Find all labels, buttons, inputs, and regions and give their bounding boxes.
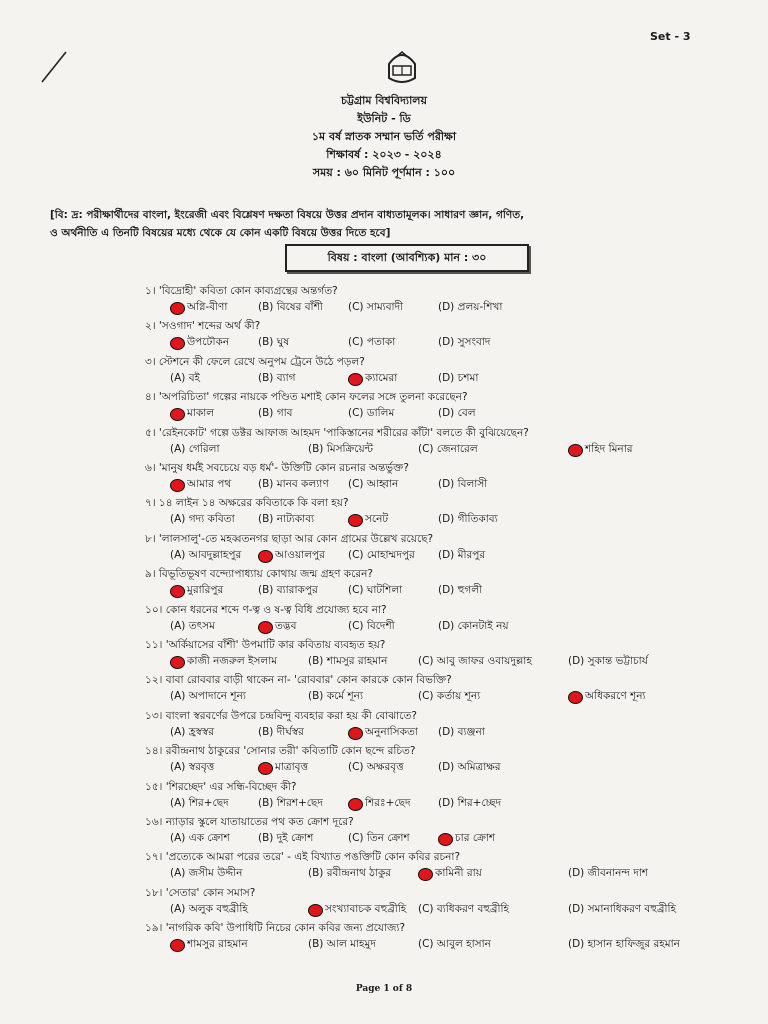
answer-option[interactable] xyxy=(438,831,495,848)
answer-option[interactable] xyxy=(438,477,487,494)
answer-option[interactable] xyxy=(308,866,391,883)
option-label: (D) অমিত্রাক্ষর xyxy=(438,761,501,774)
question-text: ১৯। 'নাগরিক কবি' উপাধিটি নিচের কোন কবির জন্য প্রযোজ্য? xyxy=(145,922,406,935)
answer-option[interactable] xyxy=(348,725,418,742)
answer-option[interactable] xyxy=(568,937,680,954)
option-label: (D) চশমা xyxy=(438,371,479,384)
option-label: (B) মিসক্রিয়েন্ট xyxy=(308,442,373,455)
option-row xyxy=(170,548,710,566)
option-label: (B) শিরশ+ছেদ xyxy=(258,796,323,809)
answer-option[interactable] xyxy=(170,760,214,777)
answer-option[interactable] xyxy=(258,335,289,352)
answer-option[interactable] xyxy=(258,831,313,848)
answer-option[interactable] xyxy=(418,902,509,919)
option-label: মুরারিপুর xyxy=(187,584,224,597)
answer-option[interactable] xyxy=(308,654,387,671)
page-number: Page 1 of 8 xyxy=(355,984,413,994)
answer-option[interactable] xyxy=(568,866,648,883)
option-label: (D) সুসংবাদ xyxy=(438,336,491,349)
answer-option[interactable] xyxy=(308,442,373,459)
option-label: (A) হ্রস্বস্বর xyxy=(170,725,215,738)
filled-bubble-icon xyxy=(348,373,363,386)
answer-option[interactable] xyxy=(308,689,363,706)
answer-option[interactable] xyxy=(438,796,501,813)
answer-option[interactable] xyxy=(418,442,478,459)
option-label: (D) বেল xyxy=(438,407,476,420)
option-label: আওয়ালপুর xyxy=(275,548,325,561)
question-text: ১৮। 'সেতার' কোন সমাস? xyxy=(145,886,256,899)
filled-bubble-icon xyxy=(258,762,273,775)
instruction-line-2: ও অর্থনীতি এ তিনটি বিষয়ের মধ্যে থেকে যে কোন একটি বিষয়ে উত্তর দিতে হবে] xyxy=(50,227,391,239)
option-label: (C) জেনারেল xyxy=(418,442,478,455)
option-label: (B) ব্যাগ xyxy=(258,371,296,384)
option-label: (D) সমানাধিকরণ বহুব্রীহি xyxy=(568,902,676,915)
option-row xyxy=(170,866,710,884)
answer-option[interactable] xyxy=(170,725,214,742)
question-text: ৯। বিভূতিভূষণ বন্দ্যোপাধ্যায় কোথায় জন্ম গ্রহণ করেন? xyxy=(145,568,373,581)
answer-option[interactable] xyxy=(348,831,410,848)
filled-bubble-icon xyxy=(438,833,453,846)
answer-option[interactable] xyxy=(170,406,214,423)
answer-option[interactable] xyxy=(170,902,248,919)
option-label: (C) ঘাটশিলা xyxy=(348,584,403,597)
question-text: ৫। 'রেইনকোট' গল্পে ডক্টর আফাজ আহমদ 'পাকিস্তানের শরীরের কাঁটা' বলতে কী বুঝিয়েছেন? xyxy=(145,426,529,439)
option-row xyxy=(170,442,710,460)
question-text: ১। 'বিদ্রোহী' কবিতা কোন কাব্যগ্রন্থের অন্তর্গত? xyxy=(145,285,338,297)
question-text: ১৩। বাংলা স্বরবর্ণের উপরে চন্দ্রবিন্দু ব্যবহার করা হয় কী বোঝাতে? xyxy=(145,709,417,722)
option-label: (B) বিষের বাঁশী xyxy=(258,301,323,313)
answer-option[interactable] xyxy=(258,548,325,565)
option-label: (C) কর্তায় শূন্য xyxy=(418,690,481,703)
option-label: (A) অপাদানে শূন্য xyxy=(170,690,246,703)
set-label: Set - 3 xyxy=(650,30,691,43)
pen-stroke-mark xyxy=(40,50,68,84)
option-label: (D) মীরপুর xyxy=(438,548,486,561)
option-row xyxy=(170,512,710,530)
exam-title: ১ম বর্ষ স্নাতক সম্মান ভর্তি পরীক্ষা xyxy=(311,130,457,143)
option-label: (B) মানব কল্যাণ xyxy=(258,478,329,490)
option-label: (D) হুগলী xyxy=(438,584,483,597)
answer-option[interactable] xyxy=(348,335,395,352)
question-text: ১২। বাবা রোববার বাড়ী থাকেন না- 'রোববার' কোন কারকে কোন বিভক্তি? xyxy=(145,674,452,687)
option-label: (B) গাব xyxy=(258,407,293,420)
answer-option[interactable] xyxy=(438,371,478,388)
option-label: ক্যামেরা xyxy=(365,371,398,384)
option-label: (A) তৎসম xyxy=(170,619,215,632)
option-label: (D) গীতিকাব্য xyxy=(438,513,498,526)
option-label: অগ্নি-বীণা xyxy=(187,301,228,313)
filled-bubble-icon xyxy=(568,691,583,704)
option-row xyxy=(170,371,710,389)
option-label: সনেট xyxy=(365,513,389,526)
option-label: (A) এক ক্রোশ xyxy=(170,832,230,844)
option-row xyxy=(170,902,710,920)
option-label: (B) শামসুর রাহমান xyxy=(308,655,388,667)
option-label: (C) পতাকা xyxy=(348,336,396,349)
filled-bubble-icon xyxy=(308,904,323,917)
answer-option[interactable] xyxy=(170,619,215,636)
option-label: মাকাল xyxy=(187,407,215,420)
filled-bubble-icon xyxy=(170,302,185,315)
session-label: শিক্ষাবর্ষ : ২০২৩ - ২০২৪ xyxy=(326,148,442,161)
filled-bubble-icon xyxy=(348,727,363,740)
question-text: ১১। 'অর্কিয়াসের বাঁশী' উপমাটি কার কবিতায় ব্যবহৃত হয়? xyxy=(145,639,386,651)
question-text: ১৬। ন্যাড়ার স্কুলে যাতায়াতের পথ কত ক্রোশ দূরে? xyxy=(145,816,354,828)
option-label: (A) গেরিলা xyxy=(170,442,220,455)
answer-option[interactable] xyxy=(438,619,509,636)
answer-option[interactable] xyxy=(568,442,633,459)
option-label: কামিনী রায় xyxy=(435,867,482,880)
answer-option[interactable] xyxy=(568,654,648,671)
option-label: (C) আহ্বান xyxy=(348,478,399,490)
question-text: ৭। ১৪ লাইন ১৪ অক্ষরের কবিতাকে কি বলা হয়? xyxy=(145,497,349,510)
option-row xyxy=(170,725,710,743)
option-label: (B) দুই ক্রোশ xyxy=(258,832,314,844)
option-row xyxy=(170,796,710,814)
filled-bubble-icon xyxy=(170,585,185,598)
option-label: (C) অক্ষরবৃত্ত xyxy=(348,761,404,774)
option-label: (C) ব্যধিকরণ বহুব্রীহি xyxy=(418,902,509,915)
answer-option[interactable] xyxy=(308,902,406,919)
option-label: (B) আল মাহমুদ xyxy=(308,938,376,951)
answer-option[interactable] xyxy=(258,371,296,388)
option-label: (D) জীবনানন্দ দাশ xyxy=(568,867,648,880)
answer-option[interactable] xyxy=(348,477,398,494)
option-label: চার ক্রোশ xyxy=(455,832,496,844)
university-logo-icon xyxy=(385,48,419,86)
option-label: (A) স্বরবৃত্ত xyxy=(170,761,215,774)
option-label: কাজী নজরুল ইসলাম xyxy=(187,655,278,667)
question-text: ৮। 'লালসালু'-তে মহব্বতনগর ছাড়া আর কোন গ্রামের উল্লেখ রয়েছে? xyxy=(145,532,434,545)
option-label: (A) শির+ছেদ xyxy=(170,796,229,809)
option-label: (A) জসীম উদ্দীন xyxy=(170,867,243,880)
option-label: তদ্ভব xyxy=(275,619,297,632)
option-label: (D) হাসান হাফিজুর রহমান xyxy=(568,938,680,951)
option-label: মাত্রাবৃত্ত xyxy=(275,761,308,774)
answer-option[interactable] xyxy=(170,937,248,954)
option-label: (C) সাম্যবাদী xyxy=(348,301,404,313)
answer-option[interactable] xyxy=(418,937,491,954)
answer-option[interactable] xyxy=(438,406,476,423)
answer-option[interactable] xyxy=(170,689,246,706)
option-label: (A) অলুক বহুব্রীহি xyxy=(170,902,248,915)
answer-option[interactable] xyxy=(170,583,223,600)
filled-bubble-icon xyxy=(348,514,363,527)
question-text: ৬। 'মানুষ ধর্মই সবচেয়ে বড় ধর্ম'- উক্তিটি কোন রচনার অন্তর্ভুক্ত? xyxy=(145,462,409,474)
option-label: (C) ডালিম xyxy=(348,407,395,420)
answer-option[interactable] xyxy=(258,760,308,777)
option-row xyxy=(170,335,710,353)
question-text: ১৭। 'প্রত্যেকে আমরা পরের তরে' - এই বিখ্যাত পঙক্তিটি কোন কবির রচনা? xyxy=(145,851,461,864)
answer-option[interactable] xyxy=(568,902,676,919)
option-label: (B) ব্যারাকপুর xyxy=(258,584,318,597)
answer-option[interactable] xyxy=(438,548,485,565)
option-row xyxy=(170,760,710,778)
answer-option[interactable] xyxy=(258,796,323,813)
option-row xyxy=(170,406,710,424)
option-row xyxy=(170,937,710,955)
option-label: (A) গদ্য কবিতা xyxy=(170,513,235,526)
filled-bubble-icon xyxy=(170,939,185,952)
option-row xyxy=(170,619,710,637)
answer-option[interactable] xyxy=(348,583,402,600)
answer-option[interactable] xyxy=(418,866,482,883)
filled-bubble-icon xyxy=(418,868,433,881)
answer-option[interactable] xyxy=(438,300,502,317)
instruction-line-1: [বি: দ্র: পরীক্ষার্থীদের বাংলা, ইংরেজী এবং বিশ্লেষণ দক্ষতা বিষয়ে উত্তর প্রদান বাধ্যতামূলক। সাধারণ জ্ঞান, গণিত, xyxy=(50,209,525,221)
answer-option[interactable] xyxy=(170,300,227,317)
filled-bubble-icon xyxy=(568,444,583,457)
answer-option[interactable] xyxy=(348,760,404,777)
answer-option[interactable] xyxy=(258,725,304,742)
answer-option[interactable] xyxy=(170,654,277,671)
instruction-note xyxy=(50,206,690,242)
option-label: শামসুর রাহমান xyxy=(187,938,248,951)
answer-option[interactable] xyxy=(348,796,411,813)
answer-option[interactable] xyxy=(438,335,490,352)
option-label: (D) ব্যঞ্জনা xyxy=(438,725,485,738)
answer-option[interactable] xyxy=(348,406,394,423)
option-label: (D) প্রলয়-শিখা xyxy=(438,301,503,313)
answer-option[interactable] xyxy=(170,335,229,352)
question-text: ৩। স্টেশনে কী ফেলে রেখে অনুপম ট্রেনে উঠে পড়ল? xyxy=(145,355,365,368)
option-label: (B) দীর্ঘস্বর xyxy=(258,725,304,738)
option-row xyxy=(170,583,710,601)
option-row xyxy=(170,831,710,849)
answer-option[interactable] xyxy=(170,512,235,529)
option-row xyxy=(170,300,710,318)
option-row xyxy=(170,689,710,707)
option-label: (C) আবুল হাসান xyxy=(418,938,491,951)
time-marks-label: সময় : ৬০ মিনিট পূর্ণমান : ১০০ xyxy=(312,166,456,179)
option-label: অধিকরণে শূন্য xyxy=(585,690,646,703)
question-text: ১৪। রবীন্দ্রনাথ ঠাকুরের 'সোনার তরী' কবিতাটি কোন ছন্দে রচিত? xyxy=(145,745,416,758)
filled-bubble-icon xyxy=(170,337,185,350)
answer-option[interactable] xyxy=(348,548,415,565)
answer-option[interactable] xyxy=(170,796,229,813)
option-label: (C) আবু জাফর ওবায়দুল্লাহ xyxy=(418,655,532,667)
question-text: ১০। কোন ধরনের শব্দে ণ-ত্ব ও ষ-ত্ব বিধি প্রযোজ্য হবে না? xyxy=(145,603,387,616)
option-label: শহিদ মিনার xyxy=(585,442,633,455)
answer-option[interactable] xyxy=(170,371,200,388)
question-text: ২। 'সওগাদ' শব্দের অর্থ কী? xyxy=(145,320,261,333)
option-label: (B) রবীন্দ্রনাথ ঠাকুর xyxy=(308,867,392,880)
option-label: অনুনাসিকতা xyxy=(365,725,418,738)
option-label: আমার পথ xyxy=(187,478,232,490)
filled-bubble-icon xyxy=(258,550,273,563)
answer-option[interactable] xyxy=(170,866,242,883)
answer-option[interactable] xyxy=(170,548,241,565)
option-label: (D) সুকান্ত ভট্টাচার্য xyxy=(568,655,648,667)
filled-bubble-icon xyxy=(348,798,363,811)
answer-option[interactable] xyxy=(258,300,323,317)
answer-option[interactable] xyxy=(170,442,220,459)
question-text: ১৫। 'শিরচ্ছেদ' এর সন্ধি-বিচ্ছেদ কী? xyxy=(145,780,297,793)
filled-bubble-icon xyxy=(258,621,273,634)
filled-bubble-icon xyxy=(170,479,185,492)
answer-option[interactable] xyxy=(438,583,482,600)
answer-option[interactable] xyxy=(258,619,296,636)
answer-option[interactable] xyxy=(438,725,485,742)
option-label: (D) কোনটাই নয় xyxy=(438,619,509,632)
unit-label: ইউনিট - ডি xyxy=(357,112,411,125)
option-label: (B) নাট্যকাব্য xyxy=(258,513,315,526)
university-name: চট্টগ্রাম বিশ্ববিদ্যালয় xyxy=(341,94,427,107)
answer-option[interactable] xyxy=(418,654,532,671)
answer-option[interactable] xyxy=(348,619,395,636)
answer-option[interactable] xyxy=(438,760,501,777)
answer-option[interactable] xyxy=(258,512,314,529)
option-row xyxy=(170,654,710,672)
question-text: ৪। 'অপরিচিতা' গল্পের নায়কে পণ্ডিত মশাই কোন ফলের সঙ্গে তুলনা করেছেন? xyxy=(145,391,468,404)
option-label: (C) তিন ক্রোশ xyxy=(348,832,410,844)
answer-option[interactable] xyxy=(568,689,646,706)
answer-option[interactable] xyxy=(348,300,403,317)
answer-option[interactable] xyxy=(170,831,230,848)
option-label: শিরঃ+ছেদ xyxy=(365,796,411,809)
answer-option[interactable] xyxy=(258,406,293,423)
option-label: (C) মোহাম্মদপুর xyxy=(348,548,415,561)
answer-option[interactable] xyxy=(438,512,498,529)
filled-bubble-icon xyxy=(170,408,185,421)
option-label: সংখ্যাবাচক বহুব্রীহি xyxy=(325,902,407,915)
option-label: (B) কর্মে শূন্য xyxy=(308,690,363,703)
answer-option[interactable] xyxy=(418,689,480,706)
answer-option[interactable] xyxy=(348,512,388,529)
option-label: উপঢৌকন xyxy=(187,336,230,349)
option-label: (A) বই xyxy=(170,371,201,384)
answer-option[interactable] xyxy=(348,371,397,388)
subject-box: বিষয় : বাংলা (আবশ্যিক) মান : ৩০ xyxy=(285,244,529,272)
answer-option[interactable] xyxy=(258,477,329,494)
answer-option[interactable] xyxy=(170,477,231,494)
option-label: (B) ঘুষ xyxy=(258,336,290,349)
filled-bubble-icon xyxy=(170,656,185,669)
option-row xyxy=(170,477,710,495)
option-label: (D) শির+চ্ছেদ xyxy=(438,796,502,809)
option-label: (C) বিদেশী xyxy=(348,619,395,632)
option-label: (D) বিলাসী xyxy=(438,478,488,490)
answer-option[interactable] xyxy=(308,937,376,954)
option-label: (A) আবদুল্লাহপুর xyxy=(170,548,242,561)
answer-option[interactable] xyxy=(258,583,318,600)
